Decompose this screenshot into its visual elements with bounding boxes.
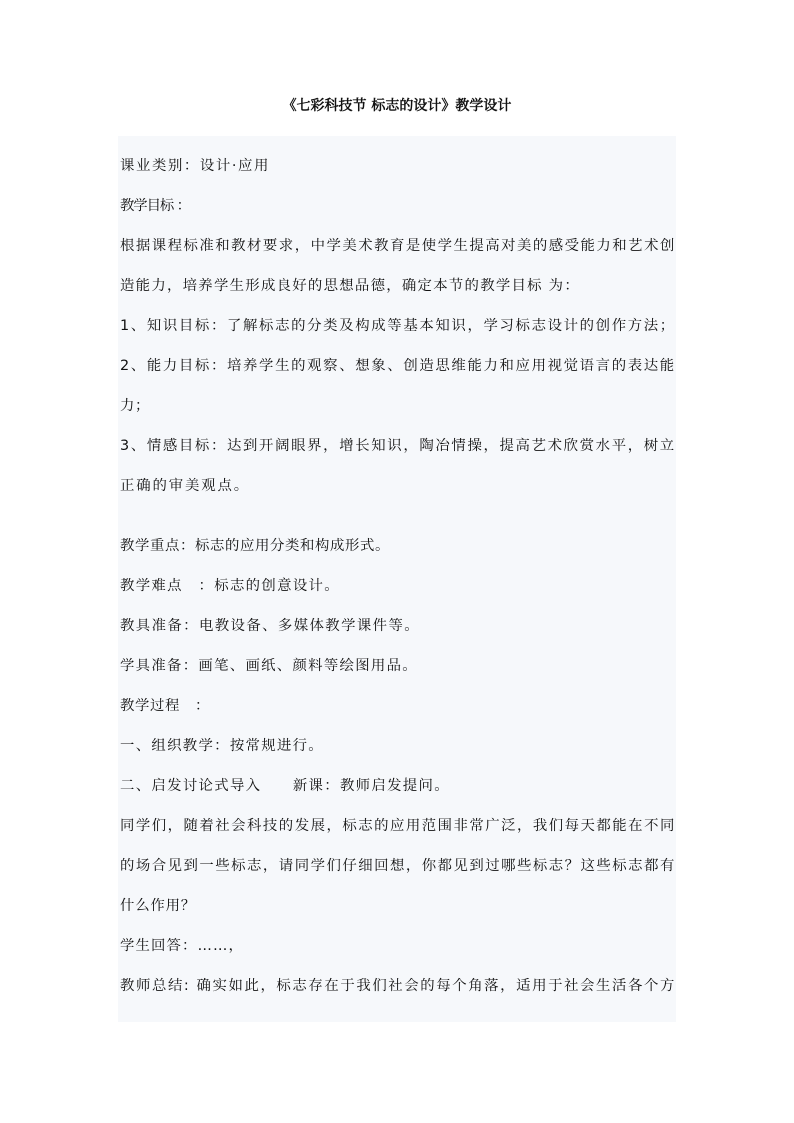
text-line: 正确的审美观点。 [120, 478, 251, 494]
text-line: 1、知识目标：了解标志的分类及构成等基本知识，学习标志设计的创作方法； [120, 318, 676, 334]
text-line: 同学们，随着社会科技的发展，标志的应用范围非常广泛，我们每天都能在不同 [120, 818, 676, 834]
text-line: 2、能力目标：培养学生的观察、想象、创造思维能力和应用视觉语言的表达能 [120, 358, 676, 374]
text-line: 二、启发讨论式导入 新课：教师启发提问。 [120, 778, 450, 794]
text-line: 教学过程 ： [120, 698, 211, 714]
text-line: 教师总结: 确实如此，标志存在于我们社会的每个角落，适用于社会生活各个方 [120, 978, 676, 994]
text-line: 教学目标 ： [120, 198, 190, 214]
text-line: 力； [120, 398, 150, 414]
text-line: 教学难点 ：标志的创意设计。 [120, 578, 340, 594]
text-line: 3、情感目标：达到开阔眼界，增长知识，陶冶情操，提高艺术欣赏水平，树立 [120, 438, 676, 454]
text-line: 教具准备：电教设备、多媒体教学课件等。 [120, 618, 421, 634]
text-line: 的场合见到一些标志，请同学们仔细回想，你都见到过哪些标志？这些标志都有 [120, 858, 676, 874]
text-line: 什么作用？ [120, 898, 197, 914]
text-line: 根据课程标准和教材要求，中学美术教育是使学生提高对美的感受能力和艺术创 [120, 238, 676, 254]
page-title: 《七彩科技节 标志的设计》教学设计 [282, 98, 512, 114]
text-line: 教学重点：标志的应用分类和构成形式。 [120, 538, 391, 554]
text-line: 课业类别：设计·应用 [120, 158, 270, 174]
text-line: 学生回答：……， [120, 938, 245, 954]
text-line: 一、组织教学：按常规进行。 [120, 738, 324, 754]
text-line: 造能力，培养学生形成良好的思想品德，确定本节的教学目标 为： [120, 278, 581, 294]
text-line: 学具准备：画笔、画纸、颜料等绘图用品。 [120, 658, 418, 674]
